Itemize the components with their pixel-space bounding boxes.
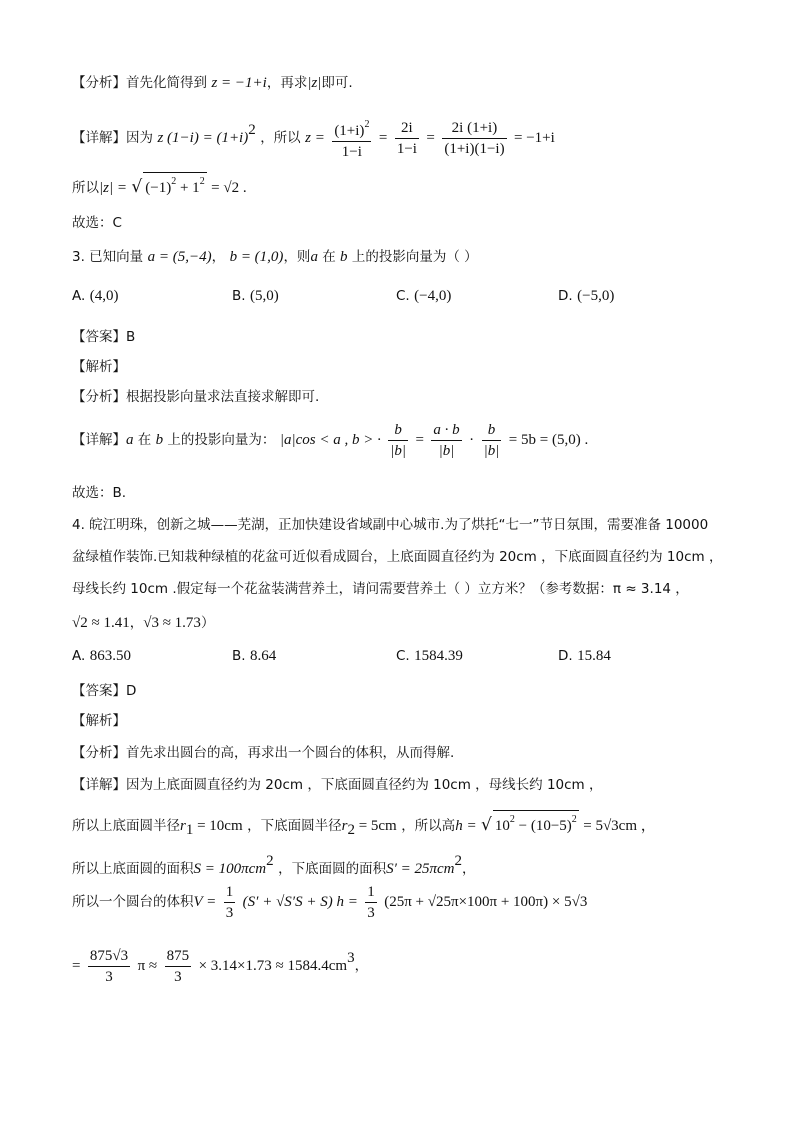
- analysis-tag: 【分析】: [72, 75, 126, 91]
- q4-option-b[interactable]: B. 8.64: [232, 648, 277, 664]
- fraction: $\frac{b}{|b|}$: [390, 421, 407, 459]
- q4-detail-line4: 所以一个圆台的体积V = $\frac{1}{3}$ (S′ + √S′S + S) h = $\frac{1}{3}$ (25π + √25π×100π + 100π) × 5√3: [72, 883, 588, 921]
- q4-detail-line2: 所以上底面圆半径$r_1 = 10cm$ ，下底面圆半径$r_2 = 5cm$ ，所以高h = √ $10^2 - (10-5)^2 = 5√3cm$ ，: [72, 810, 656, 841]
- fraction: $\frac{1}{3}$: [367, 883, 375, 921]
- q4-detail-line5: = $\frac{875√3}{3}$ π ≈ $\frac{875}{3}$ × $3.14\times 1.73 \approx 1584.4cm^3$，: [72, 947, 369, 985]
- detail-tag: 【详解】: [72, 130, 126, 146]
- q3-option-b[interactable]: B. (5,0): [232, 288, 279, 304]
- q4-answer: 【答案】D: [72, 683, 137, 699]
- fraction: $\frac{875}{3}$: [166, 947, 190, 985]
- vector-a: a = (5,−4): [147, 249, 212, 265]
- fraction: $\frac{b}{|b|}$: [483, 421, 500, 459]
- q4-stem-line3: 母线长约 10cm .假定每一个花盆装满营养土，请问需要营养土（ ）立方米？（参考数据：π ≈ 3.14 ，: [72, 581, 689, 597]
- math-expression: z (1−i) = (1+i): [157, 130, 249, 146]
- fraction: $\frac{(1+i)^2}{1-i}$: [332, 115, 371, 162]
- q3-stem: 3. 已知向量 a = (5,−4)， b = (1,0)，则a 在 b 上的投影向量为（ ）: [72, 249, 478, 265]
- q2-modulus-line: 所以|z| = √ $(-1)^2 + 1^2 = √2$ .: [72, 172, 247, 199]
- q4-stem-line4: √2 ≈ 1.41，√3 ≈ 1.73）: [72, 615, 215, 631]
- q3-jiexi: 【解析】: [72, 359, 126, 375]
- q4-stem-line2: 盆绿植作装饰.已知栽种绿植的花盆可近似看成圆台，上底面圆直径约为 20cm ，下底面圆直径约为 10cm ，: [72, 549, 723, 565]
- fraction: $\frac{1}{3}$: [225, 883, 234, 921]
- q2-analysis-line: 【分析】首先化简得到 z = −1+i，再求|z|即可.: [72, 75, 353, 91]
- q4-jiexi: 【解析】: [72, 713, 126, 729]
- q3-option-c[interactable]: C. (−4,0): [396, 288, 452, 304]
- math-expression: z = −1+i: [211, 75, 267, 91]
- q3-choice: 故选：B.: [72, 485, 127, 501]
- q3-option-a[interactable]: A. (4,0): [72, 288, 119, 304]
- q4-option-d[interactable]: D. 15.84: [558, 648, 611, 664]
- fraction: $\frac{2i}{1-i}$: [396, 119, 417, 157]
- q3-option-d[interactable]: D. (−5,0): [558, 288, 615, 304]
- q3-answer: 【答案】B: [72, 329, 136, 345]
- fraction: $\frac{a \cdot b}{|b|}$: [433, 421, 460, 459]
- q2-choice: 故选：C: [72, 215, 122, 231]
- q4-analysis: 【分析】首先求出圆台的高，再求出一个圆台的体积，从而得解.: [72, 745, 455, 761]
- fraction: $\frac{875√3}{3}$: [89, 947, 129, 985]
- q3-detail: 【详解】a 在 b 上的投影向量为： |a|cos < a , b > · $\frac{b}{|b|}$ = $\frac{a \cdot b}{|b|}$ · $\frac{b}{|b|}$ = 5b = (5,0) .: [72, 421, 589, 459]
- q4-detail-line1: 【详解】因为上底面圆直径约为 20cm ，下底面圆直径约为 10cm ，母线长约 10cm ，: [72, 777, 603, 793]
- math-expression: |z|: [307, 75, 322, 91]
- q4-stem-line1: 4. 皖江明珠，创新之城——芜湖，正加快建设省域副中心城市.为了烘托“七一”节日氛围，需要准备 10000: [72, 517, 709, 533]
- q2-detail-line: 【详解】因为 z $(1-i) = (1+i)^2$ ，所以 z = $\frac{(1+i)^2}{1-i}$ = $\frac{2i}{1-i}$ = $\frac{2i (1+i)}{(1+i)(1-i)}$ = −1+i: [72, 108, 555, 162]
- q4-option-c[interactable]: C. 1584.39: [396, 648, 463, 664]
- q4-detail-line3: 所以上底面圆的面积S = 100πcm$^2$ ，下底面圆的面积S′ = 25πcm$^2$，: [72, 853, 476, 877]
- vector-b: b = (1,0): [229, 249, 284, 265]
- fraction: $\frac{2i (1+i)}{(1+i)(1-i)}$: [444, 119, 505, 157]
- q3-analysis: 【分析】根据投影向量求法直接求解即可.: [72, 389, 320, 405]
- q4-option-a[interactable]: A. 863.50: [72, 648, 131, 664]
